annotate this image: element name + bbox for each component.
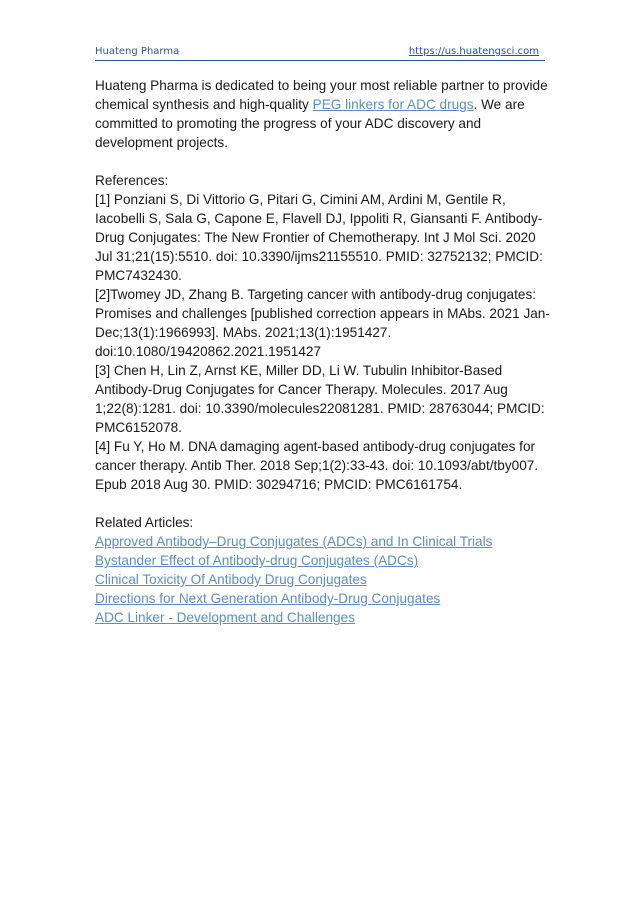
header-url-link[interactable]: https://us.huatengsci.com: [408, 46, 539, 57]
intro-paragraph: [95, 76, 550, 152]
spacer: [95, 152, 550, 171]
related-articles: [95, 513, 550, 627]
intro-text-before: Huateng Pharma is dedicated to being your most reliable partner to provide chemical synthesis and high-quality: [95, 78, 548, 112]
reference-item-3: [3] Chen H, Lin Z, Arnst KE, Miller DD, Li W. Tubulin Inhibitor-Based Antibody-Drug Conjugates for Cancer Therapy. Molecules. 2017 Aug 1;22(8):1281. doi: 10.3390/molecules22081281. PMID: 28763044; PMCID: PMC6152078.: [95, 363, 545, 435]
document-body: [95, 76, 550, 627]
reference-item-2: [2]Twomey JD, Zhang B. Targeting cancer with antibody-drug conjugates: Promises and challenges [published correction appears in MAbs. 2021 Jan-Dec;13(1):1966993]. MAbs. 2021;13(1):1951427. doi:10.1080/19420862.2021.1951427: [95, 287, 550, 359]
related-link-approved-adcs[interactable]: Approved Antibody–Drug Conjugates (ADCs) and In Clinical Trials: [95, 534, 493, 549]
related-link-adc-linker[interactable]: ADC Linker - Development and Challenges: [95, 610, 355, 625]
intro-text-after: . We are committed to promoting the progress of your ADC discovery and development projects.: [95, 97, 525, 150]
peg-linkers-link[interactable]: PEG linkers for ADC drugs: [312, 97, 474, 112]
related-heading: Related Articles:: [95, 515, 194, 530]
related-link-bystander-effect[interactable]: Bystander Effect of Antibody-drug Conjugates (ADCs): [95, 553, 419, 568]
spacer: [95, 494, 550, 513]
related-link-next-generation[interactable]: Directions for Next Generation Antibody-Drug Conjugates: [95, 591, 441, 606]
references-heading: References:: [95, 173, 169, 188]
page-header: [95, 42, 545, 61]
related-link-clinical-toxicity[interactable]: Clinical Toxicity Of Antibody Drug Conjugates: [95, 572, 367, 587]
header-brand: Huateng Pharma: [95, 46, 180, 57]
reference-item-4: [4] Fu Y, Ho M. DNA damaging agent-based antibody-drug conjugates for cancer therapy. Antib Ther. 2018 Sep;1(2):33-43. doi: 10.1093/abt/tby007. Epub 2018 Aug 30. PMID: 30294716; PMCID: PMC6161754.: [95, 439, 539, 492]
reference-item-1: [1] Ponziani S, Di Vittorio G, Pitari G, Cimini AM, Ardini M, Gentile R, Iacobelli S, Sala G, Capone E, Flavell DJ, Ippoliti R, Giansanti F. Antibody-Drug Conjugates: The New Frontier of Chemotherapy. Int J Mol Sci. 2020 Jul 31;21(15):5510. doi: 10.3390/ijms21155510. PMID: 32752132; PMCID: PMC7432430.: [95, 192, 543, 283]
